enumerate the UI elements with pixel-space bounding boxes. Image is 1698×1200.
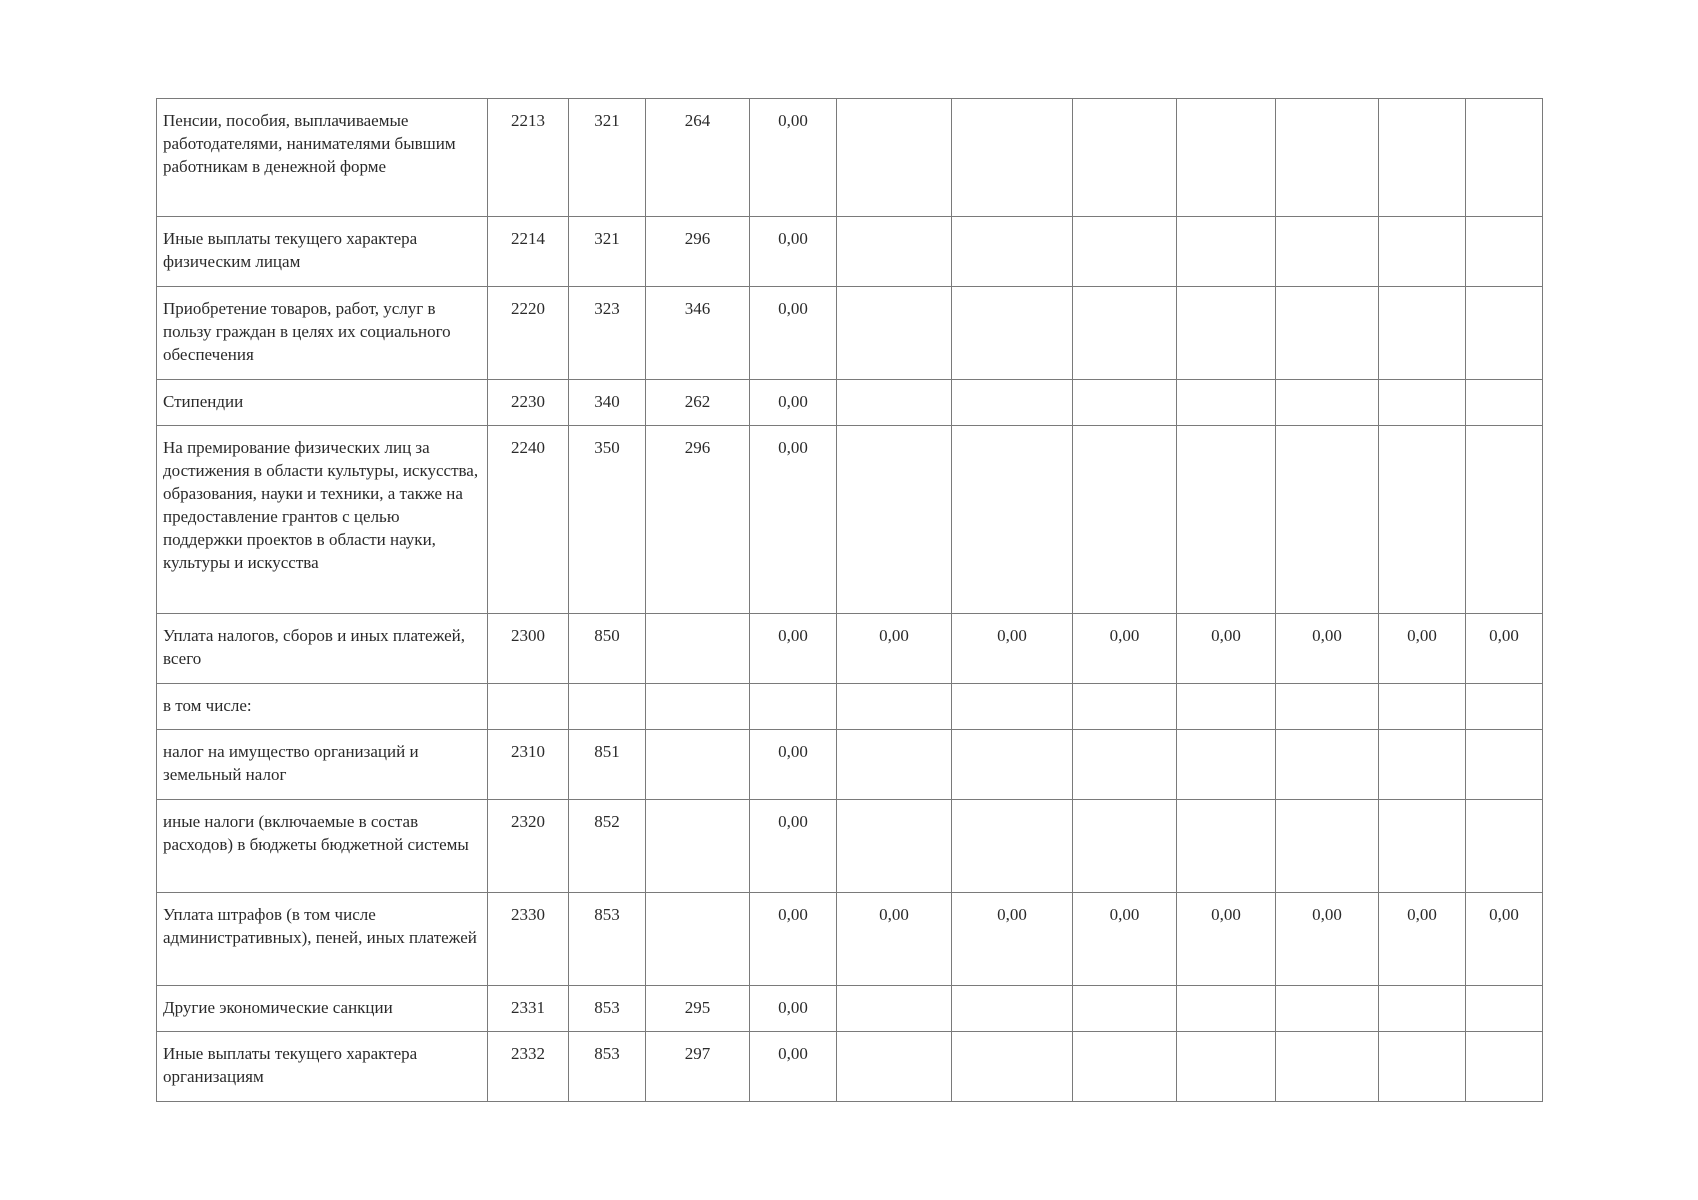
value-col-7 xyxy=(1379,684,1466,730)
row-code-cell xyxy=(488,684,569,730)
value-col-8 xyxy=(1466,380,1543,426)
value-col-3: 0,00 xyxy=(952,893,1073,986)
kosgu-code-cell xyxy=(646,684,750,730)
value-col-3 xyxy=(952,287,1073,380)
kbk-code-cell: 321 xyxy=(569,99,646,217)
kosgu-code-cell: 295 xyxy=(646,986,750,1032)
value-col-3 xyxy=(952,380,1073,426)
table-row xyxy=(157,986,1543,1032)
value-col-8: 0,00 xyxy=(1466,614,1543,684)
value-col-1: 0,00 xyxy=(750,986,837,1032)
row-name-cell: Стипендии xyxy=(157,380,488,426)
value-col-2 xyxy=(837,217,952,287)
kosgu-code-cell: 264 xyxy=(646,99,750,217)
value-col-6 xyxy=(1276,986,1379,1032)
value-col-2 xyxy=(837,99,952,217)
table-row xyxy=(157,380,1543,426)
value-col-3 xyxy=(952,800,1073,893)
value-col-7 xyxy=(1379,800,1466,893)
kbk-code-cell: 350 xyxy=(569,426,646,614)
value-col-8 xyxy=(1466,426,1543,614)
value-col-1: 0,00 xyxy=(750,1032,837,1102)
value-col-4 xyxy=(1073,684,1177,730)
kbk-code-cell: 852 xyxy=(569,800,646,893)
kosgu-code-cell xyxy=(646,893,750,986)
value-col-4 xyxy=(1073,1032,1177,1102)
row-name-cell: На премирование физических лиц за достижения в области культуры, искусства, образования, науки и техники, а также на предоставление грантов с целью поддержки проектов в области науки, культуры и искусства xyxy=(157,426,488,614)
row-name-cell: Приобретение товаров, работ, услуг в пользу граждан в целях их социального обеспечения xyxy=(157,287,488,380)
table-row xyxy=(157,426,1543,614)
row-code-cell: 2320 xyxy=(488,800,569,893)
value-col-8 xyxy=(1466,287,1543,380)
table-row xyxy=(157,893,1543,986)
value-col-1: 0,00 xyxy=(750,217,837,287)
budget-expenses-table xyxy=(156,98,1543,1102)
kosgu-code-cell: 262 xyxy=(646,380,750,426)
value-col-3 xyxy=(952,730,1073,800)
value-col-6 xyxy=(1276,426,1379,614)
kosgu-code-cell: 297 xyxy=(646,1032,750,1102)
value-col-6 xyxy=(1276,99,1379,217)
value-col-1: 0,00 xyxy=(750,800,837,893)
row-name-cell: налог на имущество организаций и земельный налог xyxy=(157,730,488,800)
value-col-2: 0,00 xyxy=(837,614,952,684)
value-col-1: 0,00 xyxy=(750,99,837,217)
value-col-6: 0,00 xyxy=(1276,614,1379,684)
value-col-3 xyxy=(952,426,1073,614)
value-col-4 xyxy=(1073,426,1177,614)
row-code-cell: 2310 xyxy=(488,730,569,800)
value-col-2 xyxy=(837,800,952,893)
value-col-8 xyxy=(1466,986,1543,1032)
value-col-7 xyxy=(1379,380,1466,426)
kosgu-code-cell xyxy=(646,614,750,684)
value-col-5: 0,00 xyxy=(1177,893,1276,986)
value-col-5 xyxy=(1177,986,1276,1032)
kbk-code-cell: 850 xyxy=(569,614,646,684)
value-col-8 xyxy=(1466,800,1543,893)
kbk-code-cell: 323 xyxy=(569,287,646,380)
value-col-4: 0,00 xyxy=(1073,893,1177,986)
row-name-cell: Уплата штрафов (в том числе административных), пеней, иных платежей xyxy=(157,893,488,986)
kosgu-code-cell: 346 xyxy=(646,287,750,380)
value-col-3 xyxy=(952,986,1073,1032)
row-name-cell: Пенсии, пособия, выплачиваемые работодателями, нанимателями бывшим работникам в денежной форме xyxy=(157,99,488,217)
value-col-6 xyxy=(1276,217,1379,287)
value-col-7: 0,00 xyxy=(1379,893,1466,986)
table-body xyxy=(157,99,1543,1102)
value-col-8 xyxy=(1466,217,1543,287)
value-col-4 xyxy=(1073,287,1177,380)
row-code-cell: 2214 xyxy=(488,217,569,287)
value-col-5: 0,00 xyxy=(1177,614,1276,684)
value-col-3 xyxy=(952,217,1073,287)
value-col-2 xyxy=(837,684,952,730)
value-col-8 xyxy=(1466,684,1543,730)
value-col-5 xyxy=(1177,217,1276,287)
table-row xyxy=(157,287,1543,380)
value-col-6 xyxy=(1276,730,1379,800)
value-col-3 xyxy=(952,684,1073,730)
value-col-5 xyxy=(1177,800,1276,893)
table-row xyxy=(157,730,1543,800)
value-col-3 xyxy=(952,1032,1073,1102)
kbk-code-cell: 340 xyxy=(569,380,646,426)
value-col-6 xyxy=(1276,684,1379,730)
value-col-7 xyxy=(1379,287,1466,380)
value-col-3: 0,00 xyxy=(952,614,1073,684)
kbk-code-cell xyxy=(569,684,646,730)
row-name-cell: иные налоги (включаемые в состав расходов) в бюджеты бюджетной системы xyxy=(157,800,488,893)
value-col-5 xyxy=(1177,730,1276,800)
value-col-7 xyxy=(1379,730,1466,800)
value-col-6 xyxy=(1276,1032,1379,1102)
row-code-cell: 2220 xyxy=(488,287,569,380)
value-col-6 xyxy=(1276,380,1379,426)
table-row xyxy=(157,614,1543,684)
value-col-8 xyxy=(1466,730,1543,800)
value-col-4 xyxy=(1073,99,1177,217)
value-col-6 xyxy=(1276,800,1379,893)
kosgu-code-cell xyxy=(646,800,750,893)
table-row xyxy=(157,684,1543,730)
value-col-8 xyxy=(1466,1032,1543,1102)
table-row xyxy=(157,99,1543,217)
value-col-2: 0,00 xyxy=(837,893,952,986)
table-row xyxy=(157,217,1543,287)
value-col-4 xyxy=(1073,986,1177,1032)
kosgu-code-cell: 296 xyxy=(646,426,750,614)
table-row xyxy=(157,800,1543,893)
row-name-cell: Иные выплаты текущего характера физическим лицам xyxy=(157,217,488,287)
value-col-2 xyxy=(837,986,952,1032)
value-col-1: 0,00 xyxy=(750,614,837,684)
value-col-1: 0,00 xyxy=(750,287,837,380)
kbk-code-cell: 851 xyxy=(569,730,646,800)
row-name-cell: Иные выплаты текущего характера организациям xyxy=(157,1032,488,1102)
value-col-7: 0,00 xyxy=(1379,614,1466,684)
value-col-1: 0,00 xyxy=(750,380,837,426)
row-name-cell: Другие экономические санкции xyxy=(157,986,488,1032)
value-col-7 xyxy=(1379,99,1466,217)
row-code-cell: 2240 xyxy=(488,426,569,614)
value-col-6 xyxy=(1276,287,1379,380)
row-code-cell: 2230 xyxy=(488,380,569,426)
value-col-2 xyxy=(837,730,952,800)
row-code-cell: 2331 xyxy=(488,986,569,1032)
value-col-5 xyxy=(1177,426,1276,614)
value-col-5 xyxy=(1177,99,1276,217)
value-col-4 xyxy=(1073,380,1177,426)
value-col-2 xyxy=(837,426,952,614)
kbk-code-cell: 853 xyxy=(569,986,646,1032)
value-col-1 xyxy=(750,684,837,730)
row-code-cell: 2213 xyxy=(488,99,569,217)
row-code-cell: 2300 xyxy=(488,614,569,684)
row-name-cell: Уплата налогов, сборов и иных платежей, всего xyxy=(157,614,488,684)
value-col-1: 0,00 xyxy=(750,730,837,800)
value-col-6: 0,00 xyxy=(1276,893,1379,986)
row-code-cell: 2330 xyxy=(488,893,569,986)
kbk-code-cell: 321 xyxy=(569,217,646,287)
value-col-4 xyxy=(1073,730,1177,800)
value-col-1: 0,00 xyxy=(750,893,837,986)
value-col-7 xyxy=(1379,217,1466,287)
value-col-5 xyxy=(1177,380,1276,426)
value-col-7 xyxy=(1379,426,1466,614)
value-col-3 xyxy=(952,99,1073,217)
value-col-8: 0,00 xyxy=(1466,893,1543,986)
kosgu-code-cell xyxy=(646,730,750,800)
value-col-4 xyxy=(1073,217,1177,287)
row-name-cell: в том числе: xyxy=(157,684,488,730)
value-col-2 xyxy=(837,287,952,380)
row-code-cell: 2332 xyxy=(488,1032,569,1102)
table-row xyxy=(157,1032,1543,1102)
value-col-8 xyxy=(1466,99,1543,217)
value-col-5 xyxy=(1177,1032,1276,1102)
value-col-5 xyxy=(1177,684,1276,730)
value-col-4: 0,00 xyxy=(1073,614,1177,684)
kbk-code-cell: 853 xyxy=(569,893,646,986)
value-col-4 xyxy=(1073,800,1177,893)
value-col-2 xyxy=(837,1032,952,1102)
value-col-7 xyxy=(1379,1032,1466,1102)
value-col-5 xyxy=(1177,287,1276,380)
kosgu-code-cell: 296 xyxy=(646,217,750,287)
value-col-2 xyxy=(837,380,952,426)
value-col-1: 0,00 xyxy=(750,426,837,614)
kbk-code-cell: 853 xyxy=(569,1032,646,1102)
value-col-7 xyxy=(1379,986,1466,1032)
